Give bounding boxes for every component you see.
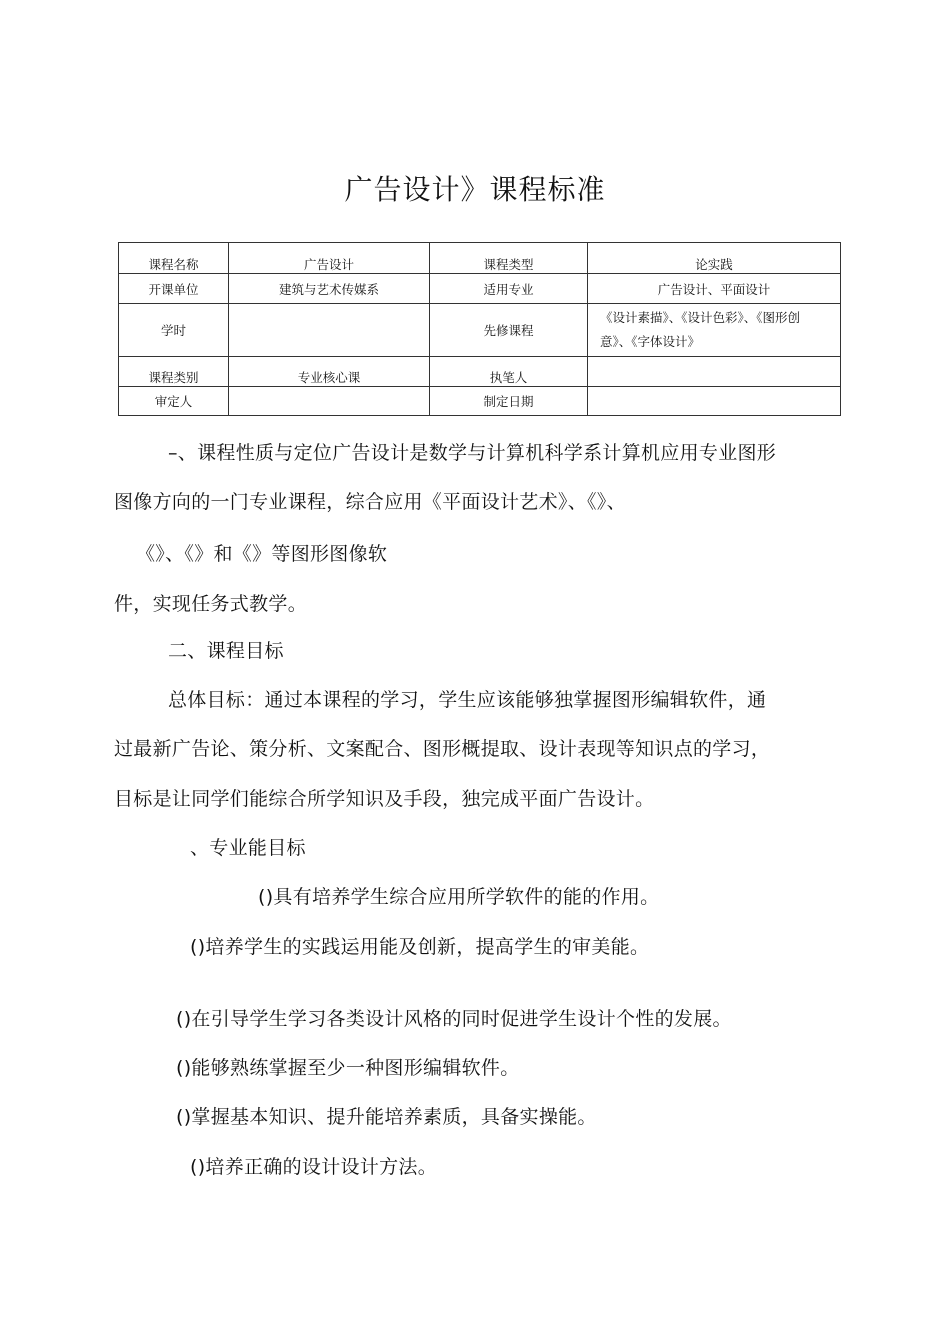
table-row bbox=[119, 274, 841, 304]
table-cell: 制定日期 bbox=[430, 387, 588, 416]
table-cell: 《设计素描》、《设计色彩》、《图形创意》、《字体设计》 bbox=[588, 304, 841, 357]
table-cell: 课程类型 bbox=[430, 243, 588, 274]
paragraph-line: 总体目标：通过本课程的学习，学生应该能够独掌握图形编辑软件，通 bbox=[168, 689, 767, 711]
table-cell: 论实践 bbox=[588, 243, 841, 274]
list-item: ()具有培养学生综合应用所学软件的能的作用。 bbox=[258, 886, 660, 908]
table-row bbox=[119, 387, 841, 416]
paragraph-line: 件，实现任务式教学。 bbox=[114, 593, 308, 615]
table-cell: 课程名称 bbox=[119, 243, 229, 274]
table-cell: 专业核心课 bbox=[229, 357, 430, 387]
list-item: ()培养学生的实践运用能及创新，提高学生的审美能。 bbox=[190, 936, 650, 958]
course-info-table bbox=[118, 242, 841, 416]
paragraph-line: 《》、《》和《》等图形图像软 bbox=[136, 543, 388, 565]
table-cell: 开课单位 bbox=[119, 274, 229, 304]
section-heading: 二、课程目标 bbox=[168, 640, 284, 662]
table-cell: 适用专业 bbox=[430, 274, 588, 304]
table-cell: 课程类别 bbox=[119, 357, 229, 387]
table-cell bbox=[229, 387, 430, 416]
table-row bbox=[119, 243, 841, 274]
list-item: ()培养正确的设计设计方法。 bbox=[190, 1156, 438, 1178]
list-item: ()掌握基本知识、提升能培养素质，具备实操能。 bbox=[176, 1106, 597, 1128]
table-cell: 先修课程 bbox=[430, 304, 588, 357]
table-cell bbox=[229, 304, 430, 357]
list-item: ()在引导学生学习各类设计风格的同时促进学生设计个性的发展。 bbox=[176, 1008, 732, 1030]
paragraph-line: 目标是让同学们能综合所学知识及手段，独完成平面广告设计。 bbox=[114, 788, 655, 810]
section-heading: 、专业能目标 bbox=[190, 837, 306, 859]
paragraph-line: –、课程性质与定位广告设计是数学与计算机科学系计算机应用专业图形 bbox=[168, 442, 777, 464]
table-cell: 学时 bbox=[119, 304, 229, 357]
list-item: ()能够熟练掌握至少一种图形编辑软件。 bbox=[176, 1057, 520, 1079]
document-title: 广告设计》课程标准 bbox=[344, 173, 606, 206]
table-cell: 审定人 bbox=[119, 387, 229, 416]
table-cell: 建筑与艺术传媒系 bbox=[229, 274, 430, 304]
table-row bbox=[119, 304, 841, 357]
table-cell bbox=[588, 357, 841, 387]
table-row bbox=[119, 357, 841, 387]
paragraph-line: 过最新广告论、策分析、文案配合、图形概提取、设计表现等知识点的学习， bbox=[114, 738, 771, 760]
paragraph-line: 图像方向的一门专业课程，综合应用《平面设计艺术》、《》、 bbox=[114, 491, 626, 513]
table-cell bbox=[588, 387, 841, 416]
table-cell: 执笔人 bbox=[430, 357, 588, 387]
table-cell: 广告设计、平面设计 bbox=[588, 274, 841, 304]
table-cell: 广告设计 bbox=[229, 243, 430, 274]
